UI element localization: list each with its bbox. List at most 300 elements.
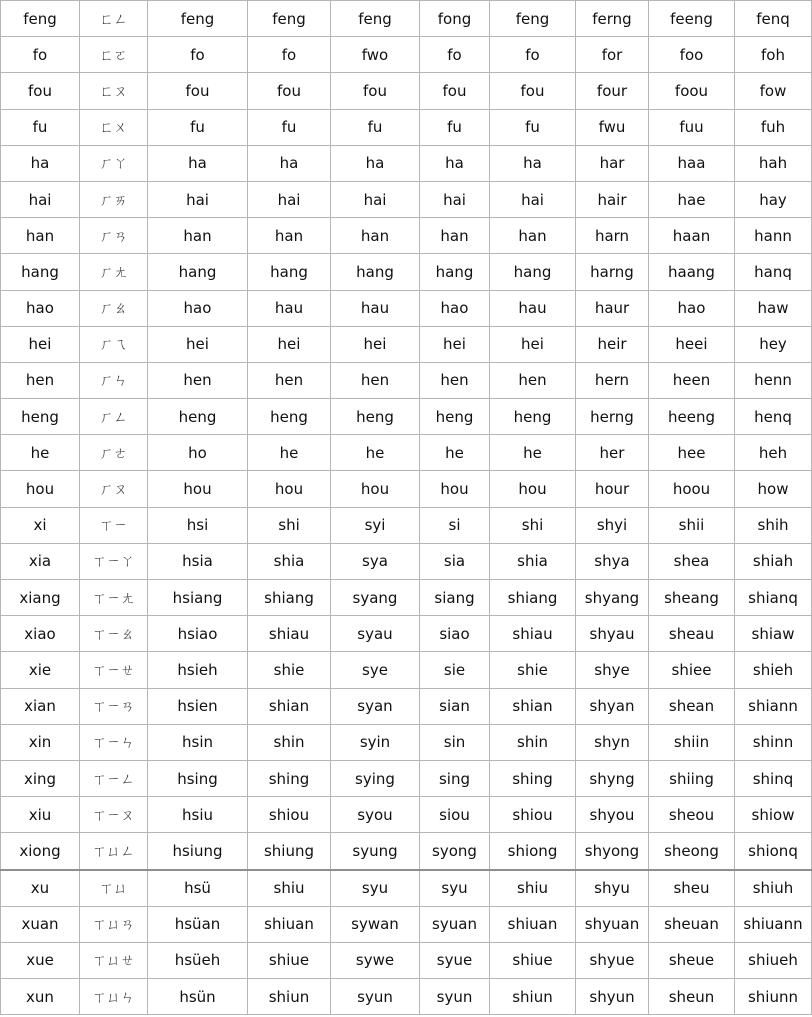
romanization-cell: heng bbox=[420, 399, 490, 435]
zhuyin-cell: ㄒㄧㄠ bbox=[80, 616, 148, 652]
romanization-cell: four bbox=[576, 73, 649, 109]
romanization-cell: hai bbox=[420, 181, 490, 217]
romanization-cell: shih bbox=[735, 507, 812, 543]
romanization-cell: siou bbox=[420, 797, 490, 833]
romanization-cell: syung bbox=[331, 833, 420, 870]
pinyin-cell: fou bbox=[1, 73, 80, 109]
romanization-cell: shyue bbox=[576, 942, 649, 978]
romanization-cell: shieh bbox=[735, 652, 812, 688]
pinyin-cell: hao bbox=[1, 290, 80, 326]
zhuyin-cell: ㄏㄠ bbox=[80, 290, 148, 326]
romanization-cell: syan bbox=[331, 688, 420, 724]
romanization-cell: sheau bbox=[649, 616, 735, 652]
romanization-cell: shiann bbox=[735, 688, 812, 724]
romanization-cell: shyi bbox=[576, 507, 649, 543]
romanization-cell: hou bbox=[248, 471, 331, 507]
romanization-cell: shii bbox=[649, 507, 735, 543]
romanization-cell: shiaw bbox=[735, 616, 812, 652]
romanization-cell: sywe bbox=[331, 942, 420, 978]
romanization-cell: heng bbox=[331, 399, 420, 435]
romanization-cell: sin bbox=[420, 724, 490, 760]
romanization-cell: shiow bbox=[735, 797, 812, 833]
romanization-cell: shiuan bbox=[490, 906, 576, 942]
zhuyin-cell: ㄈㄨ bbox=[80, 109, 148, 145]
romanization-cell: shiang bbox=[490, 580, 576, 616]
pinyin-cell: xue bbox=[1, 942, 80, 978]
romanization-cell: fo bbox=[148, 37, 248, 73]
zhuyin-cell: ㄒㄩㄢ bbox=[80, 906, 148, 942]
romanization-cell: fu bbox=[248, 109, 331, 145]
romanization-cell: shiau bbox=[248, 616, 331, 652]
table-row bbox=[1, 760, 812, 796]
romanization-cell: haur bbox=[576, 290, 649, 326]
romanization-cell: hsien bbox=[148, 688, 248, 724]
pinyin-cell: xing bbox=[1, 760, 80, 796]
pinyin-cell: hei bbox=[1, 326, 80, 362]
romanization-cell: sheang bbox=[649, 580, 735, 616]
romanization-cell: fo bbox=[248, 37, 331, 73]
romanization-cell: haan bbox=[649, 218, 735, 254]
romanization-cell: shi bbox=[248, 507, 331, 543]
romanization-cell: hsing bbox=[148, 760, 248, 796]
romanization-cell: heng bbox=[490, 399, 576, 435]
romanization-cell: shing bbox=[490, 760, 576, 796]
romanization-cell: heei bbox=[649, 326, 735, 362]
pinyin-cell: xun bbox=[1, 979, 80, 1015]
pinyin-cell: xin bbox=[1, 724, 80, 760]
romanization-cell: shie bbox=[490, 652, 576, 688]
romanization-cell: fenq bbox=[735, 1, 812, 37]
zhuyin-cell: ㄈㄛ bbox=[80, 37, 148, 73]
romanization-cell: syong bbox=[420, 833, 490, 870]
romanization-cell: hai bbox=[148, 181, 248, 217]
romanization-cell: siao bbox=[420, 616, 490, 652]
romanization-cell: ha bbox=[420, 145, 490, 181]
romanization-cell: hou bbox=[331, 471, 420, 507]
zhuyin-cell: ㄒㄧㄥ bbox=[80, 760, 148, 796]
romanization-cell: hang bbox=[331, 254, 420, 290]
pinyin-cell: hai bbox=[1, 181, 80, 217]
zhuyin-cell: ㄏㄚ bbox=[80, 145, 148, 181]
romanization-cell: sheou bbox=[649, 797, 735, 833]
romanization-cell: hay bbox=[735, 181, 812, 217]
romanization-cell: hsü bbox=[148, 870, 248, 907]
romanization-cell: shiueh bbox=[735, 942, 812, 978]
romanization-cell: fu bbox=[420, 109, 490, 145]
romanization-cell: syi bbox=[331, 507, 420, 543]
romanization-cell: shyuan bbox=[576, 906, 649, 942]
pinyin-cell: hou bbox=[1, 471, 80, 507]
romanization-cell: hao bbox=[649, 290, 735, 326]
romanization-cell: syun bbox=[420, 979, 490, 1015]
romanization-cell: hau bbox=[331, 290, 420, 326]
table-row bbox=[1, 543, 812, 579]
romanization-cell: her bbox=[576, 435, 649, 471]
romanization-cell: hai bbox=[331, 181, 420, 217]
zhuyin-cell: ㄏㄢ bbox=[80, 218, 148, 254]
romanization-cell: fuu bbox=[649, 109, 735, 145]
table-row bbox=[1, 1, 812, 37]
romanization-cell: ha bbox=[490, 145, 576, 181]
romanization-cell: hen bbox=[420, 362, 490, 398]
romanization-cell: shiu bbox=[248, 870, 331, 907]
romanization-cell: haw bbox=[735, 290, 812, 326]
romanization-cell: hair bbox=[576, 181, 649, 217]
romanization-cell: heir bbox=[576, 326, 649, 362]
romanization-cell: hee bbox=[649, 435, 735, 471]
romanization-cell: sia bbox=[420, 543, 490, 579]
romanization-cell: shyun bbox=[576, 979, 649, 1015]
romanization-cell: shiu bbox=[490, 870, 576, 907]
romanization-cell: shianq bbox=[735, 580, 812, 616]
pinyin-cell: xu bbox=[1, 870, 80, 907]
romanization-cell: syang bbox=[331, 580, 420, 616]
romanization-cell: hsin bbox=[148, 724, 248, 760]
romanization-cell: hei bbox=[490, 326, 576, 362]
romanization-cell: henn bbox=[735, 362, 812, 398]
romanization-cell: syau bbox=[331, 616, 420, 652]
zhuyin-cell: ㄏㄥ bbox=[80, 399, 148, 435]
table-row bbox=[1, 979, 812, 1015]
romanization-cell: han bbox=[420, 218, 490, 254]
romanization-cell: hang bbox=[420, 254, 490, 290]
romanization-cell: syuan bbox=[420, 906, 490, 942]
romanization-cell: haa bbox=[649, 145, 735, 181]
romanization-cell: hour bbox=[576, 471, 649, 507]
romanization-cell: harn bbox=[576, 218, 649, 254]
romanization-cell: syou bbox=[331, 797, 420, 833]
zhuyin-cell: ㄒㄧㄚ bbox=[80, 543, 148, 579]
romanization-cell: shiou bbox=[248, 797, 331, 833]
romanization-cell: sying bbox=[331, 760, 420, 796]
romanization-cell: foh bbox=[735, 37, 812, 73]
table-row bbox=[1, 688, 812, 724]
romanization-cell: hao bbox=[148, 290, 248, 326]
romanization-cell: hen bbox=[490, 362, 576, 398]
romanization-cell: he bbox=[420, 435, 490, 471]
romanization-cell: hsün bbox=[148, 979, 248, 1015]
romanization-cell: heh bbox=[735, 435, 812, 471]
zhuyin-cell: ㄈㄡ bbox=[80, 73, 148, 109]
romanization-cell: haang bbox=[649, 254, 735, 290]
romanization-cell: siang bbox=[420, 580, 490, 616]
romanization-cell: fo bbox=[490, 37, 576, 73]
romanization-cell: han bbox=[248, 218, 331, 254]
romanization-cell: heng bbox=[148, 399, 248, 435]
romanization-cell: hen bbox=[331, 362, 420, 398]
table-row bbox=[1, 724, 812, 760]
romanization-cell: shinn bbox=[735, 724, 812, 760]
table-row bbox=[1, 580, 812, 616]
romanization-cell: hann bbox=[735, 218, 812, 254]
romanization-cell: shian bbox=[490, 688, 576, 724]
romanization-cell: fu bbox=[148, 109, 248, 145]
zhuyin-cell: ㄈㄥ bbox=[80, 1, 148, 37]
romanization-cell: hanq bbox=[735, 254, 812, 290]
romanization-cell: hen bbox=[248, 362, 331, 398]
romanization-cell: fong bbox=[420, 1, 490, 37]
romanization-cell: harng bbox=[576, 254, 649, 290]
romanization-cell: han bbox=[490, 218, 576, 254]
romanization-cell: fu bbox=[490, 109, 576, 145]
table-row bbox=[1, 906, 812, 942]
romanization-cell: fou bbox=[248, 73, 331, 109]
table-row bbox=[1, 507, 812, 543]
pinyin-cell: fo bbox=[1, 37, 80, 73]
pinyin-cell: xie bbox=[1, 652, 80, 688]
romanization-cell: shinq bbox=[735, 760, 812, 796]
romanization-cell: hsiang bbox=[148, 580, 248, 616]
romanization-cell: feng bbox=[331, 1, 420, 37]
romanization-cell: fwo bbox=[331, 37, 420, 73]
romanization-cell: shie bbox=[248, 652, 331, 688]
pinyin-cell: xiong bbox=[1, 833, 80, 870]
table-row bbox=[1, 797, 812, 833]
romanization-cell: shiuann bbox=[735, 906, 812, 942]
romanization-cell: foo bbox=[649, 37, 735, 73]
pinyin-cell: xi bbox=[1, 507, 80, 543]
pinyin-cell: he bbox=[1, 435, 80, 471]
romanization-cell: hei bbox=[248, 326, 331, 362]
romanization-cell: hang bbox=[248, 254, 331, 290]
romanization-cell: hao bbox=[420, 290, 490, 326]
table-row bbox=[1, 109, 812, 145]
romanization-cell: shiin bbox=[649, 724, 735, 760]
pinyin-cell: xian bbox=[1, 688, 80, 724]
zhuyin-cell: ㄒㄧ bbox=[80, 507, 148, 543]
zhuyin-cell: ㄒㄧㄢ bbox=[80, 688, 148, 724]
romanization-cell: fuh bbox=[735, 109, 812, 145]
romanization-cell: shyou bbox=[576, 797, 649, 833]
romanization-cell: ferng bbox=[576, 1, 649, 37]
romanization-cell: shyong bbox=[576, 833, 649, 870]
zhuyin-cell: ㄒㄧㄤ bbox=[80, 580, 148, 616]
romanization-cell: fou bbox=[331, 73, 420, 109]
romanization-cell: shiau bbox=[490, 616, 576, 652]
romanization-cell: shye bbox=[576, 652, 649, 688]
romanization-cell: hsiao bbox=[148, 616, 248, 652]
romanization-cell: shin bbox=[490, 724, 576, 760]
romanization-cell: hsi bbox=[148, 507, 248, 543]
romanization-cell: hang bbox=[490, 254, 576, 290]
romanization-cell: sya bbox=[331, 543, 420, 579]
pinyin-cell: heng bbox=[1, 399, 80, 435]
romanization-cell: hou bbox=[420, 471, 490, 507]
romanization-cell: foou bbox=[649, 73, 735, 109]
romanization-cell: hou bbox=[490, 471, 576, 507]
table-row bbox=[1, 37, 812, 73]
romanization-cell: hau bbox=[490, 290, 576, 326]
romanization-cell: ho bbox=[148, 435, 248, 471]
romanization-cell: hang bbox=[148, 254, 248, 290]
zhuyin-cell: ㄏㄟ bbox=[80, 326, 148, 362]
romanization-cell: fwu bbox=[576, 109, 649, 145]
romanization-cell: shyn bbox=[576, 724, 649, 760]
romanization-cell: hoou bbox=[649, 471, 735, 507]
romanization-cell: feeng bbox=[649, 1, 735, 37]
romanization-cell: sing bbox=[420, 760, 490, 796]
romanization-cell: hae bbox=[649, 181, 735, 217]
romanization-cell: shiee bbox=[649, 652, 735, 688]
romanization-cell: hey bbox=[735, 326, 812, 362]
table-row bbox=[1, 145, 812, 181]
romanization-cell: hsiu bbox=[148, 797, 248, 833]
romanization-cell: shyang bbox=[576, 580, 649, 616]
romanization-cell: hsia bbox=[148, 543, 248, 579]
table-row bbox=[1, 254, 812, 290]
romanization-cell: hsiung bbox=[148, 833, 248, 870]
romanization-cell: heen bbox=[649, 362, 735, 398]
romanization-cell: hei bbox=[148, 326, 248, 362]
table-row bbox=[1, 399, 812, 435]
romanization-cell: hau bbox=[248, 290, 331, 326]
zhuyin-cell: ㄒㄧㄡ bbox=[80, 797, 148, 833]
romanization-cell: han bbox=[148, 218, 248, 254]
romanization-cell: hai bbox=[248, 181, 331, 217]
zhuyin-cell: ㄏㄤ bbox=[80, 254, 148, 290]
romanization-cell: shiun bbox=[490, 979, 576, 1015]
romanization-cell: shiou bbox=[490, 797, 576, 833]
romanization-cell: shin bbox=[248, 724, 331, 760]
romanization-cell: hsüeh bbox=[148, 942, 248, 978]
romanization-cell: how bbox=[735, 471, 812, 507]
romanization-cell: hei bbox=[420, 326, 490, 362]
pinyin-cell: xuan bbox=[1, 906, 80, 942]
romanization-cell: sye bbox=[331, 652, 420, 688]
romanization-cell: ha bbox=[248, 145, 331, 181]
romanization-cell: hsieh bbox=[148, 652, 248, 688]
romanization-cell: fou bbox=[420, 73, 490, 109]
pinyin-cell: hang bbox=[1, 254, 80, 290]
romanization-cell: feng bbox=[248, 1, 331, 37]
table-row bbox=[1, 616, 812, 652]
romanization-cell: hou bbox=[148, 471, 248, 507]
romanization-cell: syun bbox=[331, 979, 420, 1015]
romanization-cell: syu bbox=[420, 870, 490, 907]
table-row bbox=[1, 218, 812, 254]
romanization-cell: shiuan bbox=[248, 906, 331, 942]
romanization-cell: hah bbox=[735, 145, 812, 181]
pinyin-cell: fu bbox=[1, 109, 80, 145]
romanization-cell: shea bbox=[649, 543, 735, 579]
romanization-cell: sian bbox=[420, 688, 490, 724]
romanization-cell: shia bbox=[490, 543, 576, 579]
romanization-cell: feng bbox=[148, 1, 248, 37]
table-row bbox=[1, 326, 812, 362]
romanization-cell: sheue bbox=[649, 942, 735, 978]
zhuyin-cell: ㄏㄣ bbox=[80, 362, 148, 398]
romanization-cell: shian bbox=[248, 688, 331, 724]
romanization-cell: heeng bbox=[649, 399, 735, 435]
romanization-cell: shiunn bbox=[735, 979, 812, 1015]
pinyin-cell: xiang bbox=[1, 580, 80, 616]
romanization-cell: shia bbox=[248, 543, 331, 579]
table-row bbox=[1, 181, 812, 217]
table-row bbox=[1, 73, 812, 109]
romanization-cell: sheong bbox=[649, 833, 735, 870]
romanization-cell: shiing bbox=[649, 760, 735, 796]
zhuyin-cell: ㄒㄧㄝ bbox=[80, 652, 148, 688]
romanization-cell: han bbox=[331, 218, 420, 254]
romanization-cell: fou bbox=[490, 73, 576, 109]
romanization-cell: shiah bbox=[735, 543, 812, 579]
pinyin-cell: xia bbox=[1, 543, 80, 579]
romanization-cell: shiun bbox=[248, 979, 331, 1015]
romanization-cell: feng bbox=[490, 1, 576, 37]
table-row bbox=[1, 942, 812, 978]
romanization-cell: fu bbox=[331, 109, 420, 145]
pinyin-cell: feng bbox=[1, 1, 80, 37]
romanization-cell: hei bbox=[331, 326, 420, 362]
romanization-cell: fo bbox=[420, 37, 490, 73]
table-row bbox=[1, 435, 812, 471]
romanization-cell: for bbox=[576, 37, 649, 73]
romanization-cell: he bbox=[248, 435, 331, 471]
romanization-cell: sheuan bbox=[649, 906, 735, 942]
zhuyin-cell: ㄒㄩㄣ bbox=[80, 979, 148, 1015]
zhuyin-cell: ㄏㄞ bbox=[80, 181, 148, 217]
romanization-cell: har bbox=[576, 145, 649, 181]
romanization-cell: shiue bbox=[248, 942, 331, 978]
romanization-cell: si bbox=[420, 507, 490, 543]
romanization-cell: shing bbox=[248, 760, 331, 796]
romanization-cell: herng bbox=[576, 399, 649, 435]
table-row bbox=[1, 471, 812, 507]
romanization-cell: hai bbox=[490, 181, 576, 217]
pinyin-cell: xiao bbox=[1, 616, 80, 652]
romanization-cell: syue bbox=[420, 942, 490, 978]
pinyin-cell: ha bbox=[1, 145, 80, 181]
table-body bbox=[1, 1, 812, 1015]
romanization-cell: sywan bbox=[331, 906, 420, 942]
romanization-cell: shyu bbox=[576, 870, 649, 907]
zhuyin-cell: ㄏㄡ bbox=[80, 471, 148, 507]
zhuyin-cell: ㄒㄩㄥ bbox=[80, 833, 148, 870]
romanization-cell: syu bbox=[331, 870, 420, 907]
romanization-cell: syin bbox=[331, 724, 420, 760]
romanization-cell: ha bbox=[148, 145, 248, 181]
romanization-cell: shyau bbox=[576, 616, 649, 652]
romanization-cell: fou bbox=[148, 73, 248, 109]
romanization-cell: heng bbox=[248, 399, 331, 435]
romanization-cell: sheu bbox=[649, 870, 735, 907]
pinyin-cell: hen bbox=[1, 362, 80, 398]
romanization-cell: ha bbox=[331, 145, 420, 181]
zhuyin-cell: ㄒㄩㄝ bbox=[80, 942, 148, 978]
romanization-cell: shionq bbox=[735, 833, 812, 870]
romanization-cell: shean bbox=[649, 688, 735, 724]
romanization-cell: shyng bbox=[576, 760, 649, 796]
zhuyin-cell: ㄏㄜ bbox=[80, 435, 148, 471]
romanization-cell: shiuh bbox=[735, 870, 812, 907]
romanization-cell: shya bbox=[576, 543, 649, 579]
romanization-cell: fow bbox=[735, 73, 812, 109]
romanization-cell: shiang bbox=[248, 580, 331, 616]
table-row bbox=[1, 833, 812, 870]
table-row bbox=[1, 652, 812, 688]
romanization-cell: shiong bbox=[490, 833, 576, 870]
zhuyin-cell: ㄒㄧㄣ bbox=[80, 724, 148, 760]
pinyin-cell: xiu bbox=[1, 797, 80, 833]
romanization-cell: sie bbox=[420, 652, 490, 688]
zhuyin-cell: ㄒㄩ bbox=[80, 870, 148, 907]
table-row bbox=[1, 870, 812, 907]
romanization-cell: shyan bbox=[576, 688, 649, 724]
romanization-cell: shiue bbox=[490, 942, 576, 978]
romanization-cell: shiung bbox=[248, 833, 331, 870]
romanization-cell: sheun bbox=[649, 979, 735, 1015]
romanization-cell: hen bbox=[148, 362, 248, 398]
